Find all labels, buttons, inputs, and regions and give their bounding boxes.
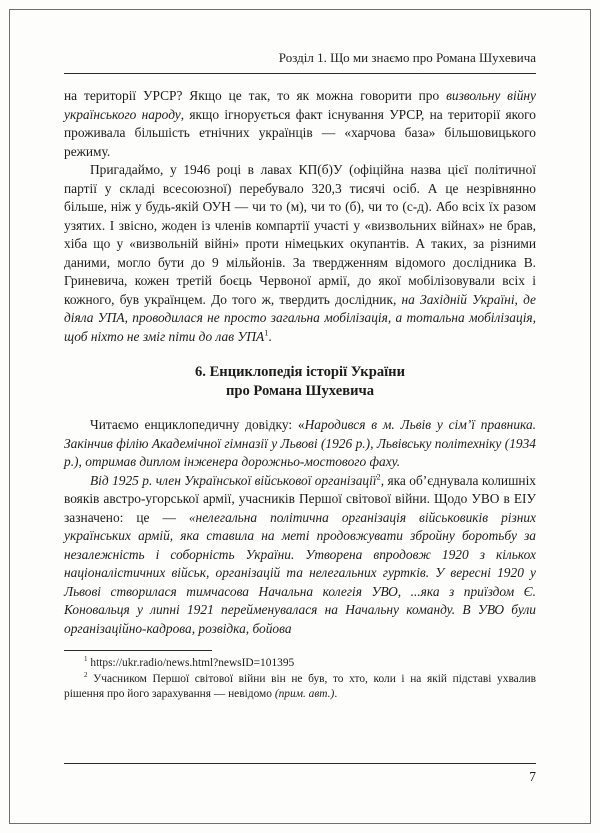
superscript-ref: 2 [84,670,88,679]
paragraph [64,161,536,346]
page-number: 7 [529,769,536,784]
page-footer [64,763,536,785]
paragraph [64,87,536,161]
text-run: , якщо ігнорується факт існування УРСР, на території якого проживала більшість етнічних українців — «харчова база» більшовицького режиму. [64,106,536,159]
text-run: . [334,688,338,700]
text-run: визвольну війну українського народу [64,88,536,122]
superscript-ref: 1 [84,655,88,664]
text-run: (прим. авт.) [274,688,335,700]
body-text [64,87,536,638]
footnote [64,672,536,703]
running-head-chapter-title: Розділ 1. Що ми знаємо про Романа Шухевича [64,50,536,74]
text-run: на території УРСР? Якщо це так, то як можна говорити про [64,88,447,103]
footnotes [64,650,536,703]
text-run: Учасником Першої світової війни він не був, то хто, коли і на якій підставі ухвалив рішення про його зарахування — невідомо [64,672,536,700]
text-run: , яка об’єднувала колишніх вояків австро-угорської армії, учасників Першої світової війни. Щодо УВО в ЕІУ зазначено: це — [64,472,536,525]
text-run: Пригадаймо, у 1946 році в лавах КП(б)У (офіційна назва цієї політичної партії у складі всесоюзної) перебувало 320,3 тисячі осіб. А це незрівнянно більше, ніж у будь-якій ОУН — чи то (м), чи то (б), чи то (с-д). Або всіх їх разом узятих. І звісно, жоден із членів компартії участі у «визвольних війнах» не брав, хіба що у «визвольній війні» проти німецьких окупантів. А таких, за різними даними, могло бути до 9 мільйонів. За твердженням відомого дослідника В. Гриневича, кожен третій боєць Червоної армії, до якої мобілізовували всіх і кожного, був українцем. До того ж, твердить дослідник, [64,162,536,307]
text-run: . [268,328,272,344]
text-run: Читаємо енциклопедичну довідку: « [90,417,305,432]
text-run: на Західній Україні, де діяла УПА, проводилася не просто загальна мобілізація, а тотальна мобілізація, щоб ніхто не зміг піти до лав УПА [64,291,536,344]
section-heading: 6. Енциклопедія історії України про Романа Шухевича [194,364,405,399]
superscript-ref: 2 [376,472,381,482]
text-run: https://ukr.radio/news.html?newsID=101395 [87,657,295,669]
text-run: Від 1925 р. член Української військової організації [90,472,377,488]
superscript-ref: 1 [264,328,269,338]
text-run: Народився в м. Львів у сім’ї правника. Закінчив філію Академічної гімназії у Львові (1926 р.), Львівську політехніку (1934 р.), отримав диплом інженера дорожньо-мостового фаху. [64,417,536,469]
footnote-separator-rule [64,650,212,651]
text-area [64,50,536,703]
text-run: «нелегальна політична організація військовиків різних українських армій, яка ставила на меті продовжувати збройну боротьбу за незалежність і соборність України. Утворена впродовж 1920 з кількох націоналістичних військ, організацій та нелегальних гуртків. У вересні 1920 у Львові створилася тимчасова Начальна колегія УВО, ...яка з приїздом Є. Коновальця у липні 1921 перейменувалася на Начальну команду. В УВО були організаційно-кадрова, розвідка, бойова [64,509,536,636]
paragraph [64,416,536,472]
footnote [64,656,536,672]
paragraph [64,472,536,639]
